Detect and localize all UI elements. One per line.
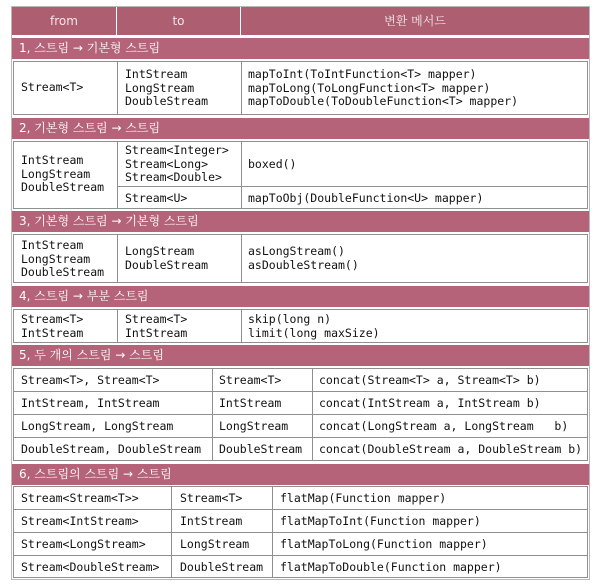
method-cell: limit(long maxSize) bbox=[248, 325, 380, 340]
column-divider bbox=[117, 235, 118, 282]
column-divider bbox=[241, 235, 242, 282]
column-divider bbox=[117, 142, 118, 208]
to-cell: Stream<U> bbox=[125, 191, 188, 205]
section-title: 4, 스트림 → 부분 스트림 bbox=[12, 286, 589, 307]
method-cell: boxed() bbox=[248, 157, 297, 171]
to-cell: IntStream bbox=[125, 325, 188, 340]
from-cell: DoubleStream, DoubleStream bbox=[21, 442, 202, 456]
column-divider bbox=[241, 310, 242, 342]
from-cell: LongStream, LongStream bbox=[21, 419, 174, 433]
section-2-block bbox=[13, 141, 588, 209]
method-cell: flatMap(Function mapper) bbox=[280, 491, 447, 505]
section-5-block bbox=[13, 368, 588, 461]
to-cell: Stream<Double> bbox=[125, 170, 222, 184]
column-divider bbox=[241, 62, 242, 114]
to-cell: Stream<T> bbox=[180, 491, 243, 505]
stream-conversion-table bbox=[11, 6, 590, 580]
to-cell: IntStream bbox=[180, 514, 243, 528]
to-cell: Stream<T> bbox=[219, 373, 282, 387]
header-from: from bbox=[50, 14, 78, 28]
to-cell: Stream<Integer> bbox=[125, 143, 229, 157]
header-method: 변환 메서드 bbox=[384, 14, 446, 28]
to-cell: LongStream bbox=[125, 244, 195, 258]
to-cell: IntStream bbox=[125, 67, 188, 81]
method-cell: concat(LongStream a, LongStream b) bbox=[319, 419, 569, 433]
section-title: 5, 두 개의 스트림 → 스트림 bbox=[12, 345, 589, 366]
method-cell: mapToInt(ToIntFunction<T> mapper) bbox=[248, 67, 477, 81]
method-cell: mapToObj(DoubleFunction<U> mapper) bbox=[248, 191, 484, 205]
method-cell: mapToLong(ToLongFunction<T> mapper) bbox=[248, 80, 491, 95]
to-cell: IntStream bbox=[219, 396, 282, 410]
section-title: 2, 기본형 스트림 → 스트림 bbox=[12, 118, 589, 139]
from-cell: IntStream bbox=[21, 238, 84, 252]
method-cell: flatMapToDouble(Function mapper) bbox=[280, 560, 502, 574]
method-cell: flatMapToInt(Function mapper) bbox=[280, 514, 481, 528]
to-cell: Stream<T> bbox=[125, 312, 188, 326]
column-divider bbox=[117, 62, 118, 114]
from-cell: Stream<T>, Stream<T> bbox=[21, 373, 160, 387]
row-divider bbox=[118, 186, 587, 187]
from-cell: DoubleStream bbox=[21, 265, 105, 279]
from-cell: IntStream, IntStream bbox=[21, 396, 160, 410]
method-cell: mapToDouble(ToDoubleFunction<T> mapper) bbox=[248, 94, 519, 108]
from-cell: Stream<LongStream> bbox=[21, 537, 146, 551]
from-cell: Stream<T> bbox=[21, 80, 84, 94]
method-cell: asLongStream() bbox=[248, 244, 345, 258]
method-cell: concat(IntStream a, IntStream b) bbox=[319, 396, 541, 410]
from-cell: Stream<T> bbox=[21, 312, 84, 326]
from-cell: Stream<Stream<T>> bbox=[21, 491, 139, 505]
to-cell: DoubleStream bbox=[219, 442, 303, 456]
to-cell: LongStream bbox=[125, 80, 195, 95]
section-3-block bbox=[13, 234, 588, 283]
from-cell: LongStream bbox=[21, 166, 91, 181]
to-cell: LongStream bbox=[219, 419, 289, 433]
section-4-block bbox=[13, 309, 588, 343]
section-title: 1, 스트림 → 기본형 스트림 bbox=[12, 38, 589, 59]
to-cell: DoubleStream bbox=[125, 94, 209, 108]
from-cell: Stream<DoubleStream> bbox=[21, 560, 160, 574]
section-title: 3, 기본형 스트림 → 기본형 스트림 bbox=[12, 211, 589, 232]
column-divider bbox=[117, 310, 118, 342]
from-cell: DoubleStream bbox=[21, 180, 105, 194]
section-title: 6, 스트림의 스트림 → 스트림 bbox=[12, 464, 589, 485]
to-cell: DoubleStream bbox=[180, 560, 264, 574]
from-cell: LongStream bbox=[21, 251, 91, 266]
section-6-block bbox=[13, 486, 588, 578]
to-cell: LongStream bbox=[180, 537, 250, 551]
header-to: to bbox=[172, 14, 185, 28]
method-cell: flatMapToLong(Function mapper) bbox=[280, 537, 488, 551]
method-cell: skip(long n) bbox=[248, 312, 332, 326]
method-cell: asDoubleStream() bbox=[248, 257, 359, 272]
to-cell: DoubleStream bbox=[125, 257, 209, 272]
from-cell: IntStream bbox=[21, 153, 84, 167]
method-cell: concat(DoubleStream a, DoubleStream b) bbox=[319, 442, 583, 456]
to-cell: Stream<Long> bbox=[125, 156, 209, 171]
method-cell: concat(Stream<T> a, Stream<T> b) bbox=[319, 373, 541, 387]
from-cell: IntStream bbox=[21, 325, 84, 340]
from-cell: Stream<IntStream> bbox=[21, 514, 139, 528]
table-header bbox=[12, 7, 589, 35]
column-divider bbox=[241, 142, 242, 208]
section-1-block bbox=[13, 61, 588, 115]
